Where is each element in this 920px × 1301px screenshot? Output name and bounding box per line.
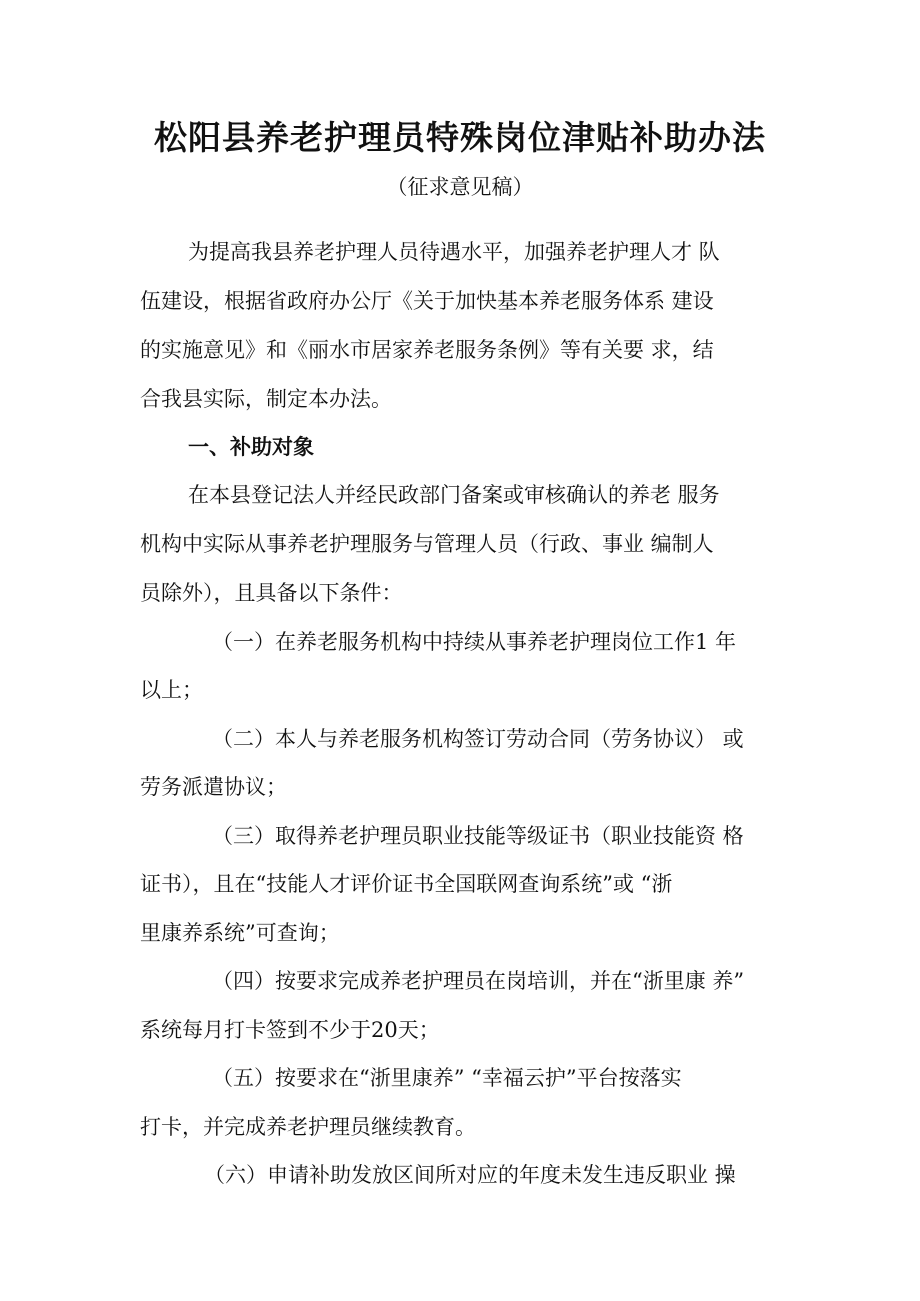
- list-item-line: （六）申请补助发放区间所对应的年度未发生违反职业 操: [204, 1163, 736, 1187]
- document-subtitle: （征求意见稿）: [386, 175, 534, 199]
- list-item-line: 劳务派遣协议；: [140, 775, 287, 799]
- paragraph-line: 在本县登记法人并经民政部门备案或审核确认的养老 服务: [188, 483, 720, 507]
- list-item-line: （三）取得养老护理员职业技能等级证书（职业技能资 格: [212, 824, 744, 848]
- list-item-line: （四）按要求完成养老护理员在岗培训，并在“浙里康 养”: [212, 969, 745, 993]
- paragraph-line: 为提高我县养老护理人员待遇水平，加强养老护理人才 队: [188, 240, 720, 264]
- paragraph-line: 的实施意见》和《丽水市居家养老服务条例》等有关要 求，结: [140, 338, 714, 362]
- list-item-line: （二）本人与养老服务机构签订劳动合同（劳务协议） 或: [212, 727, 744, 751]
- paragraph-line: 员除外），且具备以下条件：: [140, 581, 403, 605]
- list-item-line: 里康养系统”可查询；: [140, 921, 340, 945]
- paragraph-line: 机构中实际从事养老护理服务与管理人员（行政、事业 编制人: [140, 532, 714, 556]
- list-item-line: 以上；: [140, 678, 203, 702]
- list-item-line: 系统每月打卡签到不少于20天；: [140, 1018, 440, 1042]
- list-item-line: （一）在养老服务机构中持续从事养老护理岗位工作1 年: [212, 630, 737, 654]
- list-item-line: 打卡，并完成养老护理员继续教育。: [140, 1115, 476, 1139]
- section-heading: 一、补助对象: [188, 435, 314, 459]
- paragraph-line: 伍建设，根据省政府办公厅《关于加快基本养老服务体系 建设: [140, 289, 714, 313]
- list-item-line: 证书），且在“技能人才评价证书全国联网查询系统”或 “浙: [140, 872, 673, 896]
- document-title: 松阳县养老护理员特殊岗位津贴补助办法: [154, 118, 766, 157]
- list-item-line: （五）按要求在“浙里康养” “幸福云护”平台按落实: [212, 1066, 682, 1090]
- paragraph-line: 合我县实际，制定本办法。: [140, 387, 392, 411]
